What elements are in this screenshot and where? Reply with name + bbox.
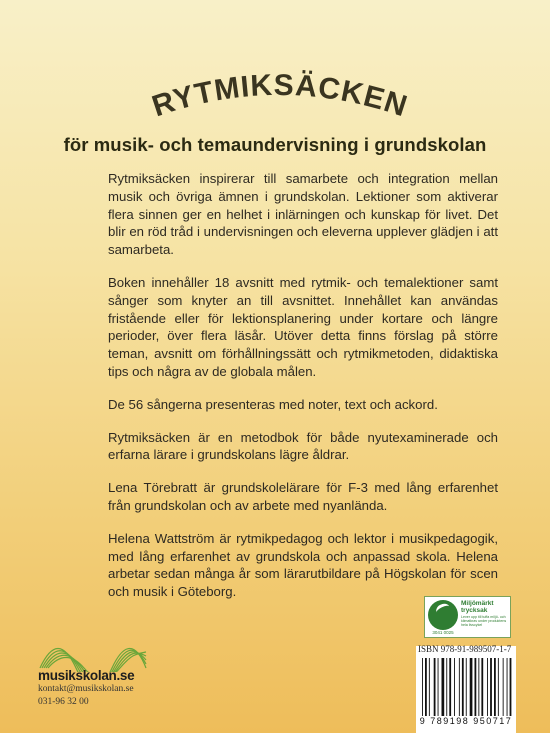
blurb-paragraph: Lena Törebratt är grundskolelärare för F-3 med lång erfarenhet från grundskolan och av arbete med nyanlända. bbox=[108, 480, 498, 513]
barcode-digits: 9 789198 950717 bbox=[419, 716, 513, 726]
swan-ecolabel-icon bbox=[428, 600, 458, 630]
svg-text:RYTMIKSÄCKEN bbox=[148, 69, 412, 124]
publisher-phone: 031-96 32 00 bbox=[38, 697, 89, 707]
ecolabel-badge bbox=[424, 596, 511, 638]
book-title-text: RYTMIKSÄCKEN bbox=[148, 68, 412, 124]
isbn-block bbox=[416, 646, 516, 733]
blurb-paragraph: Rytmiksäcken inspirerar till samarbete och integration mellan musik och övriga ämnen i grundskolan. Lektioner som aktiverar flera sinnen ger en helhet i inlärningen och kunskap för livet. Det blir en röd tråd i undervisningen och eleverna upplever glädjen i att samarbeta. bbox=[108, 171, 498, 258]
book-subtitle: för musik- och temaundervisning i grundskolan bbox=[63, 134, 487, 155]
book-title-arc bbox=[0, 62, 550, 132]
publisher-email: kontakt@musikskolan.se bbox=[38, 684, 134, 694]
publisher-name: musikskolan.se bbox=[38, 668, 135, 683]
blurb-paragraph: Helena Wattström är rytmikpedagog och lektor i musikpedagogik, med lång erfarenhet av grundskola och anpassad skola. Helena arbetar sedan många år som lärarutbildare på Högskolan för scen och musik i Göteborg. bbox=[108, 530, 498, 600]
blurb-paragraph: De 56 sångerna presenteras med noter, text och ackord. bbox=[108, 396, 438, 412]
ecolabel-code: 3041 0025 bbox=[432, 630, 454, 635]
isbn-label: ISBN 978-91-989507-1-7 bbox=[418, 644, 512, 654]
blurb bbox=[108, 170, 498, 616]
ecolabel-title: Miljömärkt trycksak bbox=[461, 600, 494, 614]
blurb-paragraph: Boken innehåller 18 avsnitt med rytmik- och temalektioner samt sånger som knyter an till avsnittet. Innehållet kan användas fristående eller för lektionsplanering under kortare och längre perioder, över flera läsår. Utöver detta finns förslag på större teman, avsnitt om förhållningssätt och rytmikmetoden, didaktiska tips och några av de globala målen. bbox=[108, 274, 498, 379]
ecolabel-description: Lever upp till tuffa miljö- och klimatkrav under produktens hela livscykel bbox=[461, 615, 507, 628]
book-title bbox=[0, 62, 550, 132]
blurb-paragraph: Rytmiksäcken är en metodbok för både nyutexaminerade och erfarna lärare i grundskolans lägre åldrar. bbox=[108, 429, 498, 463]
barcode-icon bbox=[420, 658, 512, 716]
